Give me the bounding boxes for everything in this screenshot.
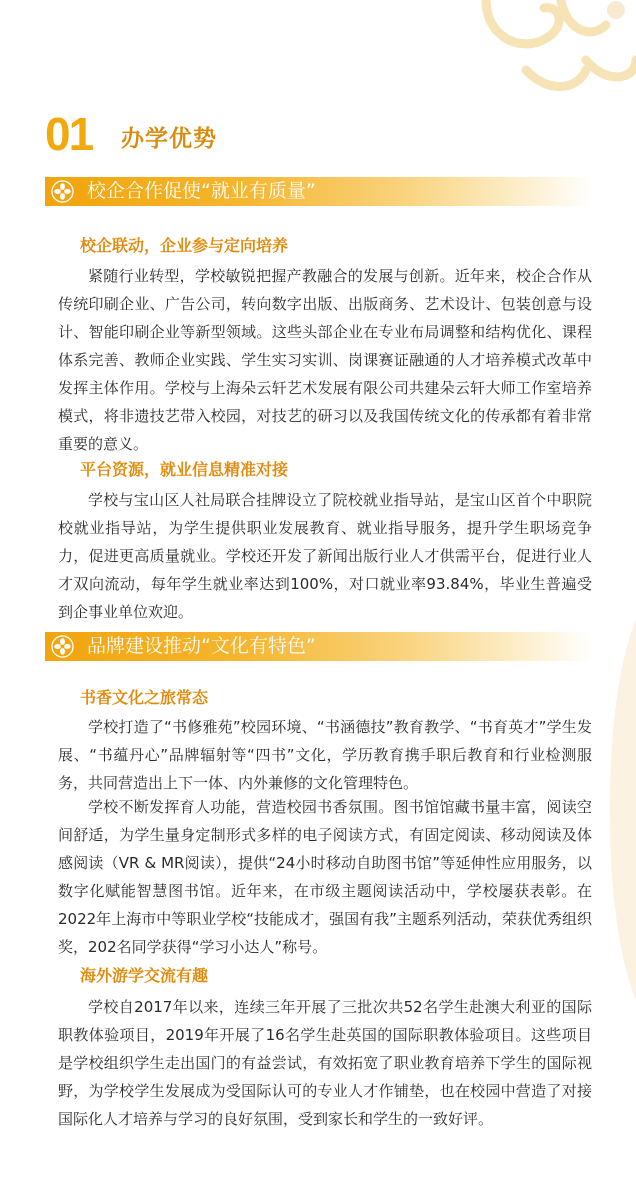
section-number: 01 xyxy=(45,108,93,160)
topic-band-culture xyxy=(45,632,593,661)
band-title: 品牌建设推动“文化有特色” xyxy=(87,635,316,657)
decorative-scroll-ornament-icon xyxy=(466,0,636,95)
flower-emblem-icon xyxy=(51,180,74,203)
paragraph: 紧随行业转型，学校敏锐把握产教融合的发展与创新。近年来，校企合作从传统印刷企业、广告公司，转向数字出版、出版商务、艺术设计、包装创意与设计、智能印刷企业等新型领域。这些头部企业在专业布局调整和结构优化、课程体系完善、教师企业实践、学生实习实训、岗课赛证融通的人才培养模式改革中发挥主体作用。学校与上海朵云轩艺术发展有限公司共建朵云轩大师工作室培养模式，将非遗技艺带入校园，对技艺的研习以及我国传统文化的传承都有着非常重要的意义。 xyxy=(58,267,592,453)
paragraph: 学校自2017年以来，连续三年开展了三批次共52名学生赴澳大利亚的国际职教体验项目，2019年开展了16名学生赴英国的国际职教体验项目。这些项目是学校组织学生走出国门的有益尝试，有效拓宽了职业教育培养下学生的国际视野，为学校学生发展成为受国际认可的专业人才作铺垫，也在校园中营造了对接国际化人才培养与学习的良好氛围，受到家长和学生的一致好评。 xyxy=(58,998,592,1128)
section-title: 办学优势 xyxy=(121,126,217,152)
paragraph: 学校打造了“书修雅苑”校园环境、“书涵德技”教育教学、“书育英才”学生发展、“书蕴丹心”品牌辐射等“四书”文化，学历教育携手职后教育和行业检测服务，共同营造出上下一体、内外兼修的文化管理特色。 xyxy=(58,718,592,792)
subsection-heading: 海外游学交流有趣 xyxy=(80,966,209,985)
paragraph: 学校不断发挥育人功能，营造校园书香氛围。图书馆馆藏书量丰富，阅读空间舒适，为学生量身定制形式多样的电子阅读方式，有固定阅读、移动阅读及体感阅读（VR & MR阅读），提供“24小时移动自助图书馆”等延伸性应用服务，以数字化赋能智慧图书馆。近年来，在市级主题阅读活动中，学校屡获表彰。在2022年上海市中等职业学校“技能成才，强国有我”主题系列活动，荣获优秀组织奖，202名同学获得“学习小达人”称号。 xyxy=(58,798,592,956)
paragraph: 学校与宝山区人社局联合挂牌设立了院校就业指导站，是宝山区首个中职院校就业指导站，为学生提供职业发展教育、就业指导服务，提升学生职场竞争力，促进更高质量就业。学校还开发了新闻出版行业人才供需平台，促进行业人才双向流动，每年学生就业率达到100%，对口就业率93.84%，毕业生普遍受到企事业单位欢迎。 xyxy=(58,491,592,621)
band-title: 校企合作促使“就业有质量” xyxy=(87,180,316,202)
topic-band-employment xyxy=(45,177,593,206)
subsection-heading: 平台资源，就业信息精准对接 xyxy=(80,460,289,479)
flower-emblem-icon xyxy=(51,635,74,658)
decorative-side-ornament-icon xyxy=(596,620,636,1000)
subsection-heading: 校企联动，企业参与定向培养 xyxy=(80,236,289,255)
subsection-heading: 书香文化之旅常态 xyxy=(80,688,209,707)
